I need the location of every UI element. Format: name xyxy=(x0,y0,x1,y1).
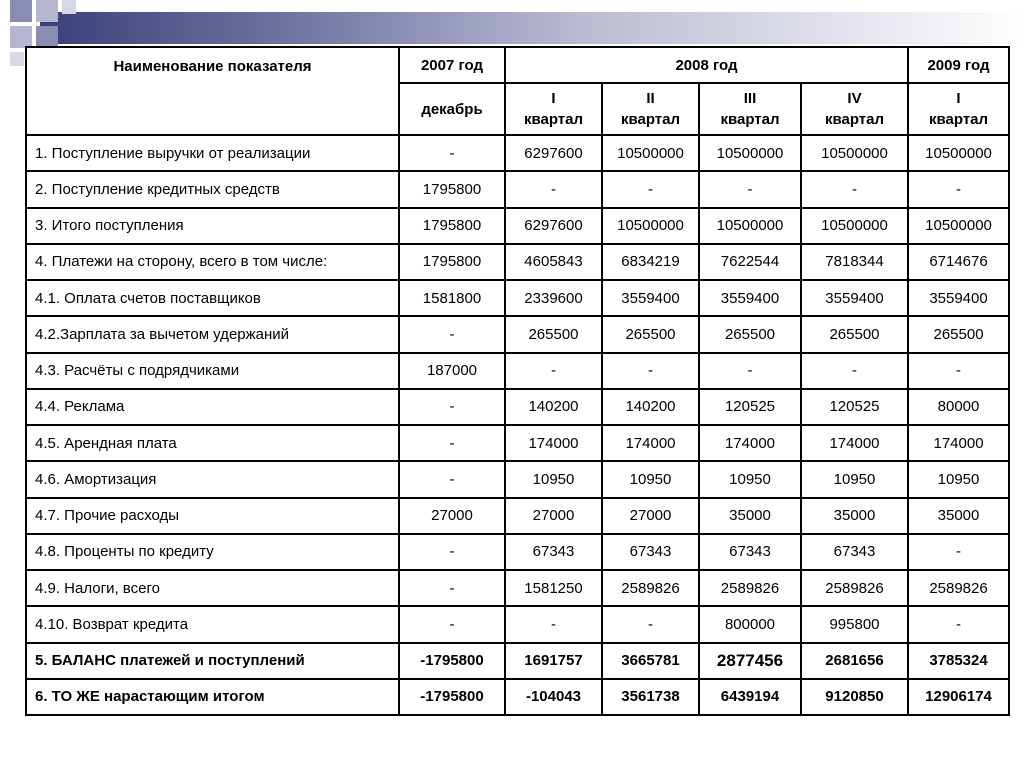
cell-value: 1795800 xyxy=(399,208,505,244)
table-row xyxy=(26,461,1009,497)
quarter-word: квартал xyxy=(620,111,681,128)
cell-value: 174000 xyxy=(801,425,908,461)
cell-value: 35000 xyxy=(699,498,801,534)
cell-value: 3559400 xyxy=(602,280,699,316)
header-gradient-bar xyxy=(40,12,1024,44)
row-label: 1. Поступление выручки от реализации xyxy=(26,135,399,171)
cell-value: - xyxy=(505,353,602,389)
cell-value: 7622544 xyxy=(699,244,801,280)
header-december-2007: декабрь xyxy=(399,83,505,135)
cell-value: 27000 xyxy=(602,498,699,534)
row-label: 4.10. Возврат кредита xyxy=(26,606,399,642)
table-row xyxy=(26,244,1009,280)
row-label: 3. Итого поступления xyxy=(26,208,399,244)
table-row-cumulative xyxy=(26,679,1009,715)
cell-value: 4605843 xyxy=(505,244,602,280)
cell-value: 10500000 xyxy=(602,208,699,244)
cell-value: 10500000 xyxy=(801,135,908,171)
decor-square xyxy=(10,26,32,48)
table-row xyxy=(26,498,1009,534)
cell-value: 27000 xyxy=(505,498,602,534)
cell-value: 995800 xyxy=(801,606,908,642)
row-label: 4.5. Арендная плата xyxy=(26,425,399,461)
cell-value: - xyxy=(399,316,505,352)
cell-value: 3559400 xyxy=(908,280,1009,316)
header-year-2008: 2008 год xyxy=(505,47,908,83)
cell-value: - xyxy=(602,171,699,207)
cell-value: 6439194 xyxy=(699,679,801,715)
cell-value: 120525 xyxy=(699,389,801,425)
cell-value: 2681656 xyxy=(801,643,908,679)
table-row xyxy=(26,425,1009,461)
cell-value: - xyxy=(399,534,505,570)
cell-value: -104043 xyxy=(505,679,602,715)
cell-value: 1795800 xyxy=(399,171,505,207)
cell-value: 6834219 xyxy=(602,244,699,280)
header-row-years xyxy=(26,47,1009,83)
cell-value: 1691757 xyxy=(505,643,602,679)
table-row xyxy=(26,570,1009,606)
cell-value: 35000 xyxy=(908,498,1009,534)
cell-value: 265500 xyxy=(602,316,699,352)
header-year-2007: 2007 год xyxy=(399,47,505,83)
cell-value: - xyxy=(801,171,908,207)
cell-value: - xyxy=(505,171,602,207)
cell-value: 10950 xyxy=(908,461,1009,497)
cell-value: - xyxy=(399,425,505,461)
cell-value: 6297600 xyxy=(505,208,602,244)
cell-value: - xyxy=(699,171,801,207)
cell-value: 9120850 xyxy=(801,679,908,715)
row-label: 4.1. Оплата счетов поставщиков xyxy=(26,280,399,316)
cell-value: 10500000 xyxy=(908,208,1009,244)
cell-value: - xyxy=(908,606,1009,642)
cell-value: - xyxy=(399,135,505,171)
cell-value: - xyxy=(908,534,1009,570)
cash-flow-table-container xyxy=(25,46,1008,716)
cell-value: 80000 xyxy=(908,389,1009,425)
cell-value: - xyxy=(399,389,505,425)
cell-value: - xyxy=(399,461,505,497)
table-row xyxy=(26,208,1009,244)
quarter-numeral: I xyxy=(956,90,961,107)
quarter-word: квартал xyxy=(523,111,584,128)
cell-value: 3559400 xyxy=(699,280,801,316)
cell-value: 10950 xyxy=(505,461,602,497)
cell-value: 67343 xyxy=(602,534,699,570)
row-label: 4.7. Прочие расходы xyxy=(26,498,399,534)
row-label: 6. ТО ЖЕ нарастающим итогом xyxy=(26,679,399,715)
cell-value: 35000 xyxy=(801,498,908,534)
cell-value: - xyxy=(699,353,801,389)
cell-value: 27000 xyxy=(399,498,505,534)
cell-value: 265500 xyxy=(699,316,801,352)
quarter-word: квартал xyxy=(824,111,885,128)
cell-value: 265500 xyxy=(801,316,908,352)
cell-value: 67343 xyxy=(801,534,908,570)
row-label: 4.8. Проценты по кредиту xyxy=(26,534,399,570)
cell-value: 174000 xyxy=(699,425,801,461)
cell-value: 2589826 xyxy=(801,570,908,606)
cell-value: - xyxy=(505,606,602,642)
header-q1-2008 xyxy=(505,83,602,135)
row-label: 2. Поступление кредитных средств xyxy=(26,171,399,207)
cell-value: 10500000 xyxy=(908,135,1009,171)
cell-value: 10500000 xyxy=(602,135,699,171)
cell-value: 6714676 xyxy=(908,244,1009,280)
cell-value: - xyxy=(602,353,699,389)
table-row xyxy=(26,389,1009,425)
cell-value: -1795800 xyxy=(399,679,505,715)
row-label: 5. БАЛАНС платежей и поступлений xyxy=(26,643,399,679)
table-row xyxy=(26,534,1009,570)
row-label: 4. Платежи на сторону, всего в том числе: xyxy=(26,244,399,280)
decor-square xyxy=(62,0,76,14)
cell-value: 67343 xyxy=(505,534,602,570)
row-label: 4.3. Расчёты с подрядчиками xyxy=(26,353,399,389)
table-row xyxy=(26,171,1009,207)
header-indicator-name: Наименование показателя xyxy=(26,47,399,135)
cell-value: 3559400 xyxy=(801,280,908,316)
cell-value: - xyxy=(908,171,1009,207)
cell-value: 2589826 xyxy=(602,570,699,606)
cell-value: 10950 xyxy=(801,461,908,497)
cell-value: 10500000 xyxy=(699,135,801,171)
row-label: 4.4. Реклама xyxy=(26,389,399,425)
cell-value: 10500000 xyxy=(801,208,908,244)
decor-square xyxy=(10,52,24,66)
row-label: 4.6. Амортизация xyxy=(26,461,399,497)
cell-value: 3665781 xyxy=(602,643,699,679)
cell-value: 265500 xyxy=(505,316,602,352)
quarter-numeral: III xyxy=(743,90,757,107)
quarter-numeral: II xyxy=(646,90,655,107)
decor-square xyxy=(10,0,32,22)
cell-value: 140200 xyxy=(505,389,602,425)
cell-value: 67343 xyxy=(699,534,801,570)
cell-value: 187000 xyxy=(399,353,505,389)
cell-value: 10950 xyxy=(602,461,699,497)
table-row xyxy=(26,606,1009,642)
cell-value: 120525 xyxy=(801,389,908,425)
table-row-balance xyxy=(26,643,1009,679)
table-row xyxy=(26,280,1009,316)
table-row xyxy=(26,135,1009,171)
header-q3-2008 xyxy=(699,83,801,135)
decor-square xyxy=(36,0,58,22)
cell-value: - xyxy=(908,353,1009,389)
cell-value: 800000 xyxy=(699,606,801,642)
cell-value: 140200 xyxy=(602,389,699,425)
quarter-word: квартал xyxy=(720,111,780,128)
cell-value: 174000 xyxy=(505,425,602,461)
cell-value: 265500 xyxy=(908,316,1009,352)
cell-value: 3561738 xyxy=(602,679,699,715)
cell-value: - xyxy=(399,606,505,642)
quarter-numeral: IV xyxy=(847,90,862,107)
cell-value: 1581250 xyxy=(505,570,602,606)
cash-flow-table xyxy=(25,46,1010,716)
row-label: 4.9. Налоги, всего xyxy=(26,570,399,606)
row-label: 4.2.Зарплата за вычетом удержаний xyxy=(26,316,399,352)
cell-value: 174000 xyxy=(908,425,1009,461)
header-year-2009: 2009 год xyxy=(908,47,1009,83)
table-row xyxy=(26,353,1009,389)
quarter-word: квартал xyxy=(928,111,989,128)
cell-value: 12906174 xyxy=(908,679,1009,715)
header-q2-2008 xyxy=(602,83,699,135)
table-row xyxy=(26,316,1009,352)
cell-value: 2589826 xyxy=(699,570,801,606)
decor-square xyxy=(36,26,58,48)
cell-value: 2877456 xyxy=(699,643,801,679)
cell-value: 1795800 xyxy=(399,244,505,280)
cell-value: 10950 xyxy=(699,461,801,497)
cell-value: -1795800 xyxy=(399,643,505,679)
cell-value: 174000 xyxy=(602,425,699,461)
cell-value: 7818344 xyxy=(801,244,908,280)
cell-value: 6297600 xyxy=(505,135,602,171)
cell-value: 3785324 xyxy=(908,643,1009,679)
cell-value: - xyxy=(399,570,505,606)
header-q1-2009 xyxy=(908,83,1009,135)
cell-value: - xyxy=(602,606,699,642)
header-q4-2008 xyxy=(801,83,908,135)
cell-value: 2589826 xyxy=(908,570,1009,606)
cell-value: 2339600 xyxy=(505,280,602,316)
cell-value: 10500000 xyxy=(699,208,801,244)
cell-value: 1581800 xyxy=(399,280,505,316)
quarter-numeral: I xyxy=(551,90,556,107)
cell-value: - xyxy=(801,353,908,389)
